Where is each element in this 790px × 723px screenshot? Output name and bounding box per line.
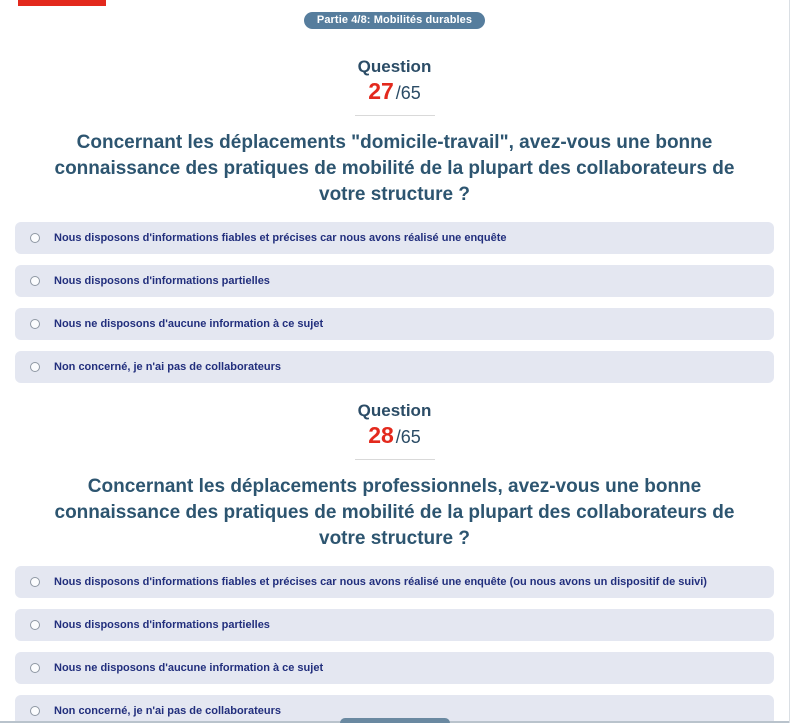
question-number: 27 — [368, 78, 394, 104]
question-text: Concernant les déplacements "domicile-travail", avez-vous une bonne connaissance des pratiques de mobilité de la plupart des collaborateurs de votre structure ? — [54, 132, 735, 205]
answer-option-label: Nous ne disposons d'aucune information à ce sujet — [54, 662, 324, 674]
radio-icon[interactable] — [30, 233, 40, 243]
question-text: Concernant les déplacements professionnels, avez-vous une bonne connaissance des pratiques de mobilité de la plupart des collaborateurs de votre structure ? — [54, 476, 735, 549]
progress-bar — [18, 0, 106, 6]
question-label: Question — [357, 57, 432, 76]
answer-option-label: Non concerné, je n'ai pas de collaborateurs — [54, 705, 281, 717]
answer-option[interactable] — [15, 566, 774, 598]
question-block-27 — [0, 57, 789, 383]
answer-option[interactable] — [15, 222, 774, 254]
radio-icon[interactable] — [30, 319, 40, 329]
options-list — [15, 566, 774, 723]
question-total: /65 — [395, 427, 421, 447]
answer-option-label: Nous disposons d'informations fiables et précises car nous avons réalisé une enquête — [54, 232, 507, 244]
options-list — [15, 222, 774, 383]
answer-option-label: Nous disposons d'informations partielles — [54, 619, 270, 631]
answer-option[interactable] — [15, 351, 774, 383]
answer-option-label: Non concerné, je n'ai pas de collaborateurs — [54, 361, 281, 373]
question-number: 28 — [368, 422, 394, 448]
answer-option-label: Nous disposons d'informations partielles — [54, 275, 270, 287]
radio-icon[interactable] — [30, 706, 40, 716]
radio-icon[interactable] — [30, 276, 40, 286]
question-number-row — [0, 77, 789, 109]
section-badge: Partie 4/8: Mobilités durables — [304, 12, 485, 29]
divider — [355, 459, 435, 460]
radio-icon[interactable] — [30, 577, 40, 587]
question-label: Question — [357, 401, 432, 420]
radio-icon[interactable] — [30, 362, 40, 372]
answer-option[interactable] — [15, 609, 774, 641]
answer-option-label: Nous ne disposons d'aucune information à ce sujet — [54, 318, 324, 330]
answer-option-label: Nous disposons d'informations fiables et précises car nous avons réalisé une enquête (ou nous avons un dispositif de suivi) — [54, 576, 707, 588]
divider — [355, 115, 435, 116]
next-section-badge-peek — [340, 718, 450, 723]
answer-option[interactable] — [15, 652, 774, 684]
radio-icon[interactable] — [30, 663, 40, 673]
answer-option[interactable] — [15, 308, 774, 340]
question-number-row — [0, 421, 789, 453]
badge-row — [0, 0, 789, 29]
question-total: /65 — [395, 83, 421, 103]
question-block-28 — [0, 401, 789, 723]
answer-option[interactable] — [15, 265, 774, 297]
radio-icon[interactable] — [30, 620, 40, 630]
